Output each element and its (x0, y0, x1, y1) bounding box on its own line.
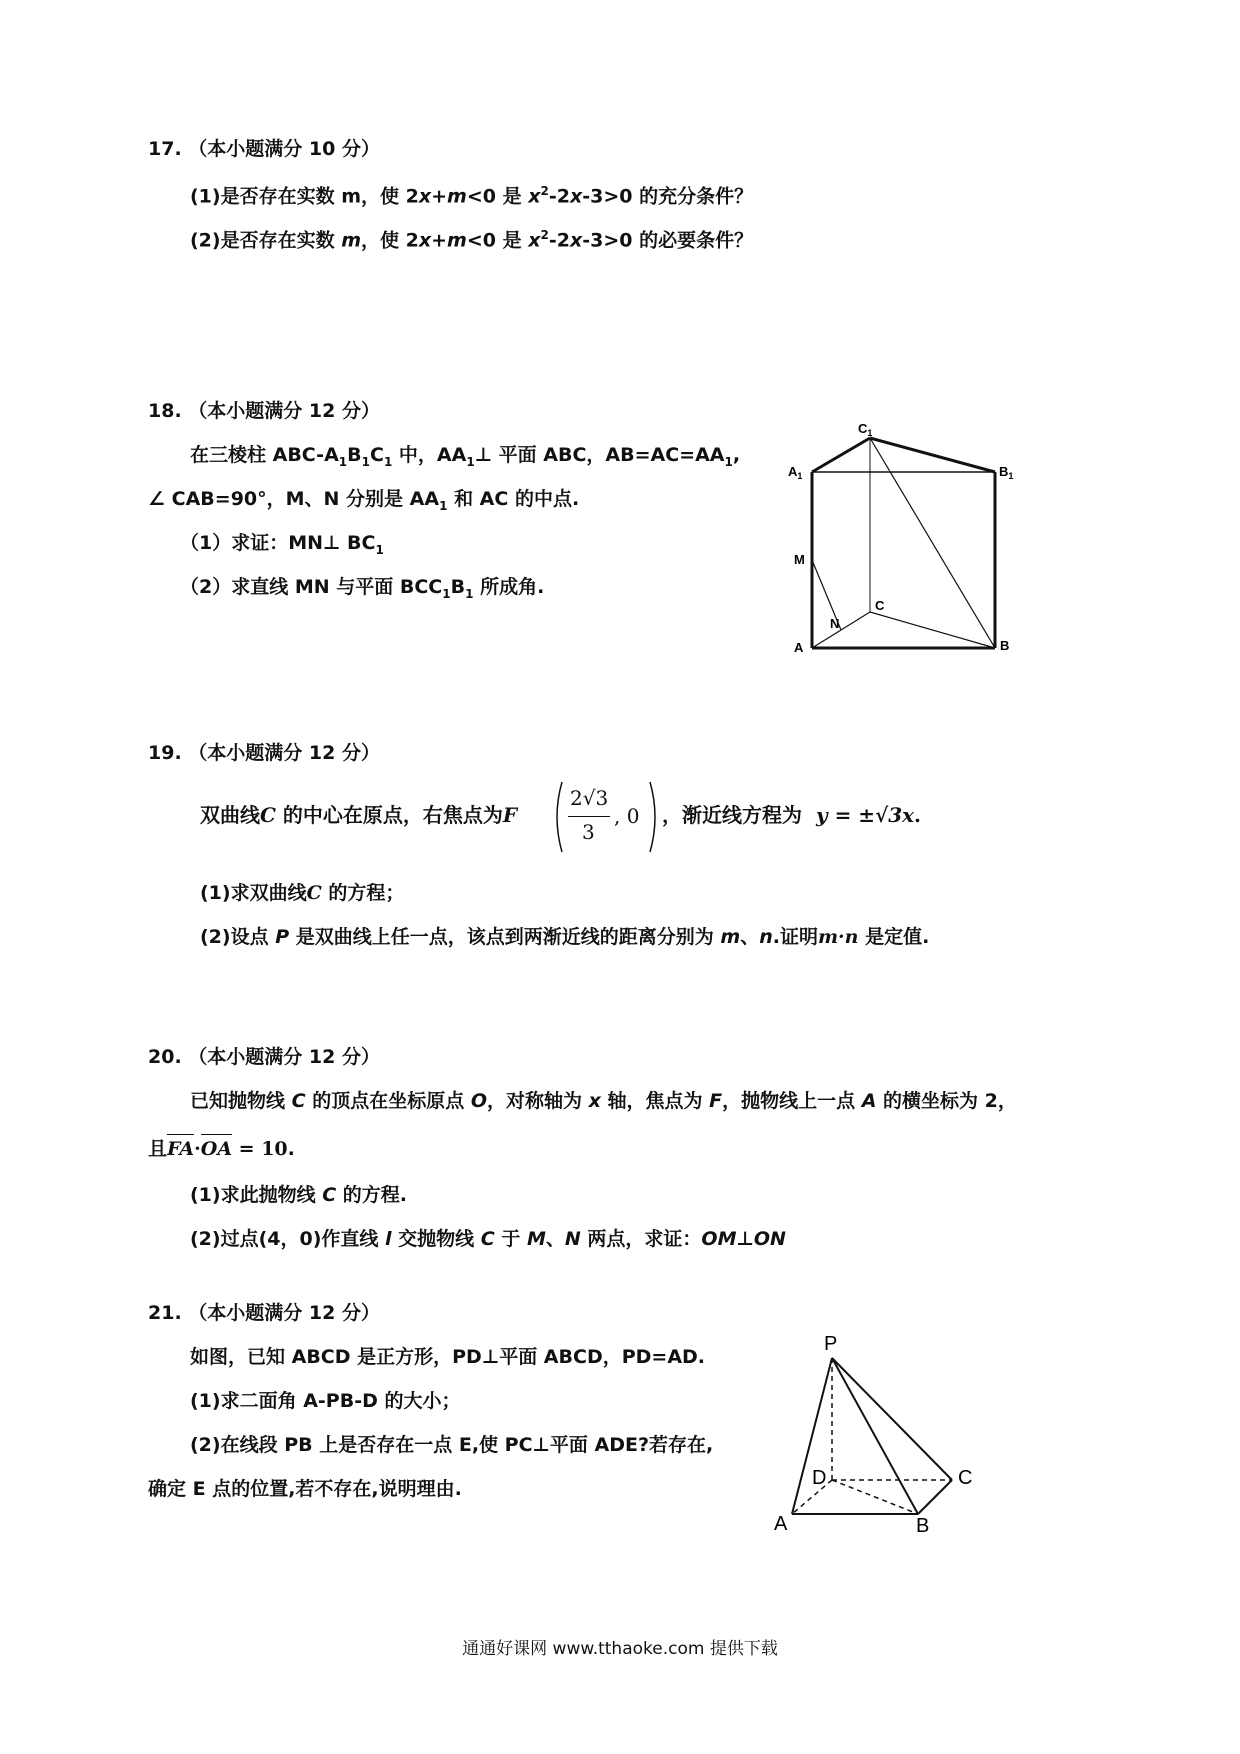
edge-p-b (832, 1358, 918, 1514)
q17-part1: (1)是否存在实数 m，使 2x+m<0 是 $x^2-2x-3>0$ 的充分条件？ (190, 184, 754, 208)
label-b: B (1000, 638, 1010, 653)
label-c: C (958, 1467, 973, 1489)
q21-header: 21. （本小题满分 12 分） (148, 1302, 380, 1324)
q20-line1: 已知抛物线 C 的顶点在坐标原点 O，对称轴为 x 轴，焦点为 F，抛物线上一点 A 的横坐标为 2， (190, 1090, 1017, 1112)
label-d: D (812, 1467, 827, 1489)
label-p: P (824, 1333, 838, 1355)
fraction-numerator: 2√3 (570, 786, 609, 810)
prism-figure (780, 420, 1020, 660)
edge-a1-c1 (812, 438, 870, 472)
label-a: A (774, 1513, 788, 1535)
q18-line2: ∠ CAB=90°，M、N 分别是 $AA_1$ 和 AC 的中点. (148, 488, 580, 513)
q18-header: 18. （本小题满分 12 分） (148, 400, 380, 422)
edge-p-c (832, 1358, 952, 1480)
q20-header: 20. （本小题满分 12 分） (148, 1046, 380, 1068)
label-a: A (794, 640, 804, 655)
q20-part2: (2)过点(4，0)作直线 l 交抛物线 C 于 M、N 两点，求证：OM⊥ON (190, 1228, 786, 1250)
q20-part1: (1)求此抛物线 C 的方程. (190, 1184, 407, 1206)
q17-header: 17. （本小题满分 10 分） (148, 138, 380, 160)
q17-part2: (2)是否存在实数 m，使 2x+m<0 是 $x^2-2x-3>0$ 的必要条件？ (190, 228, 754, 252)
label-m: M (794, 552, 805, 567)
edge-c1-b1 (870, 438, 995, 472)
q21-part2-cont: 确定 E 点的位置,若不存在,说明理由. (148, 1478, 462, 1500)
edge-b-c (918, 1480, 952, 1514)
segment-b-c1 (870, 438, 995, 648)
vector-oa: OA (201, 1136, 232, 1162)
pyramid-figure (770, 1332, 990, 1542)
q18-line1: 在三棱柱 ABC-$A_1B_1C_1$ 中，$AA_1\perp$ 平面 ABC，$AB=AC=AA_1$, (190, 444, 741, 469)
fraction-denominator: 3 (582, 820, 595, 844)
q19-part1: (1)求双曲线C 的方程； (200, 882, 405, 904)
q19-line1-tail: ，渐近线方程为 y = ±√3x. (662, 803, 922, 827)
label-c1: $C_1$ (858, 421, 873, 438)
q19-line1: 双曲线C 的中心在原点，右焦点为F (200, 803, 518, 827)
q19-focus-coordinates (552, 780, 662, 854)
label-b: B (916, 1515, 930, 1537)
edge-d-b (832, 1480, 918, 1514)
vector-fa: FA (167, 1136, 194, 1162)
q18-part2: （2）求直线 MN 与平面 $BCC_1B_1$ 所成角. (180, 576, 545, 601)
label-c: C (875, 598, 885, 613)
label-b1: $B_1$ (999, 464, 1014, 481)
q18-part1: （1）求证：MN⊥ $BC_1$ (180, 532, 384, 557)
q21-part1: (1)求二面角 A-PB-D 的大小； (190, 1390, 461, 1412)
edge-p-a (792, 1358, 832, 1514)
q19-header: 19. （本小题满分 12 分） (148, 742, 380, 764)
q19-part2: (2)设点 P 是双曲线上任一点，该点到两渐近线的距离分别为 m、n.证明m·n 是定值. (200, 926, 930, 948)
q20-line2: 且 FA· OA = 10. (148, 1136, 295, 1162)
q21-part2: (2)在线段 PB 上是否存在一点 E,使 PC⊥平面 ADE?若存在, (190, 1434, 714, 1456)
q21-line1: 如图，已知 ABCD 是正方形，PD⊥平面 ABCD，PD=AD. (190, 1346, 706, 1368)
focus-y: , 0 (614, 804, 640, 828)
label-n: N (830, 616, 840, 631)
footer-source: 通通好课网 www.tthaoke.com 提供下载 (462, 1639, 778, 1659)
label-a1: $A_1$ (788, 464, 803, 481)
